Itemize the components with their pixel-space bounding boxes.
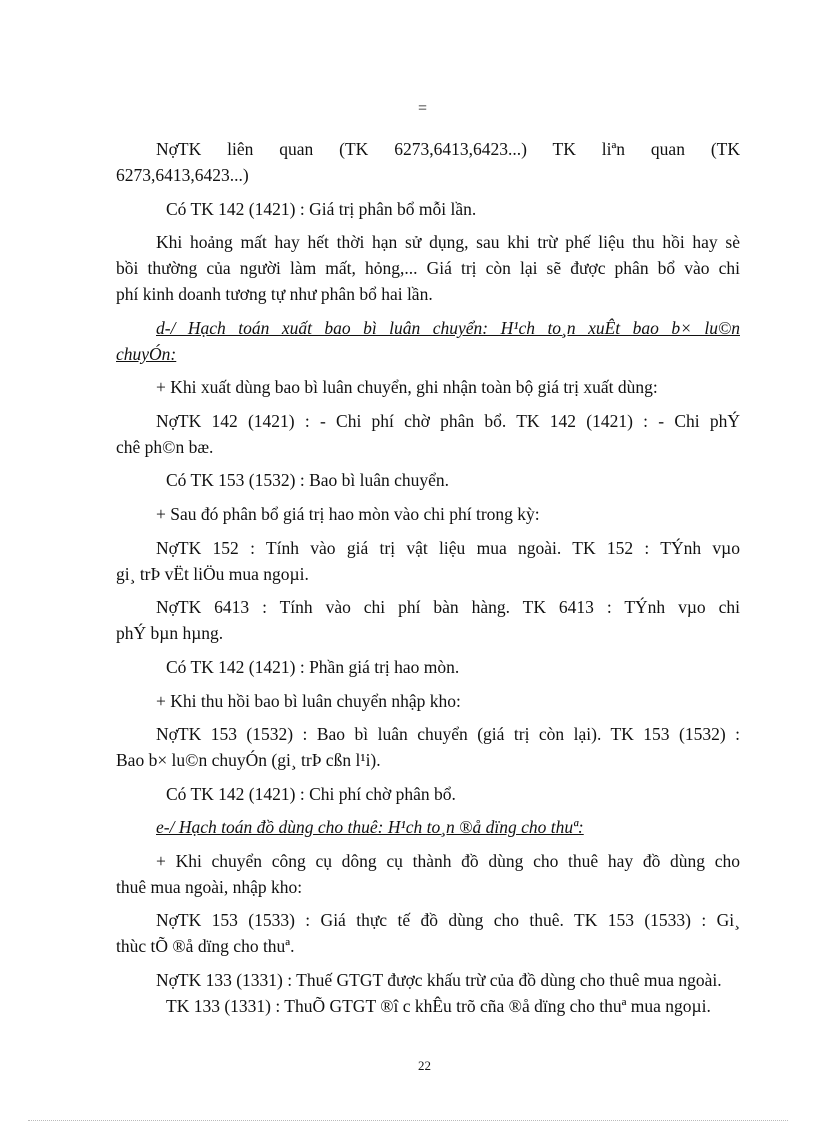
bottom-divider xyxy=(28,1120,788,1121)
text-line: NợTK 152 : Tính vào giá trị vật liệu mua ngoài. TK 152 : TÝnh vµo xyxy=(156,538,740,558)
section-heading: e-/ Hạch toán đồ dùng cho thuê: H¹ch to¸n ®å dïng cho thuª: xyxy=(156,817,584,837)
text-line: + Sau đó phân bổ giá trị hao mòn vào chi phí trong kỳ: xyxy=(156,504,540,524)
text-line: thùc tÕ ®å dïng cho thuª. xyxy=(116,936,295,956)
text-line: + Khi thu hồi bao bì luân chuyển nhập kho: xyxy=(156,691,461,711)
text-line: Có TK 142 (1421) : Phần giá trị hao mòn. xyxy=(166,657,460,677)
text-line: Có TK 153 (1532) : Bao bì luân chuyển. xyxy=(166,470,450,490)
text-line: NợTK 153 (1532) : Bao bì luân chuyển (giá trị còn lại). TK 153 (1532) : xyxy=(156,724,740,744)
text-line: gi¸ trÞ vËt liÖu mua ngoµi. xyxy=(116,564,309,584)
text-line: bồi thường của người làm mất, hỏng,... Giá trị còn lại sẽ được phân bổ vào chi xyxy=(116,258,740,278)
text-line: 6273,6413,6423...) xyxy=(116,165,249,185)
section-heading: chuyÓn: xyxy=(116,344,177,364)
text-line: NợTK 142 (1421) : - Chi phí chờ phân bổ. TK 142 (1421) : - Chi phÝ xyxy=(156,411,740,431)
text-line: NợTK 133 (1331) : Thuế GTGT được khấu trừ của đồ dùng cho thuê mua ngoài. xyxy=(156,970,722,990)
text-line: NợTK 6413 : Tính vào chi phí bàn hàng. TK 6413 : TÝnh vµo chi xyxy=(156,597,740,617)
text-line: Có TK 142 (1421) : Chi phí chờ phân bổ. xyxy=(166,784,456,804)
text-line: thuê mua ngoài, nhập kho: xyxy=(116,877,303,897)
text-line: NợTK liên quan (TK 6273,6413,6423...) TK liªn quan (TK xyxy=(156,139,740,159)
text-line: Bao b× lu©n chuyÓn (gi¸ trÞ cßn l¹i). xyxy=(116,750,381,770)
text-line: + Khi chuyển công cụ dông cụ thành đồ dùng cho thuê hay đồ dùng cho xyxy=(156,851,740,871)
page-number: 22 xyxy=(418,1058,431,1073)
text-line: Khi hoảng mất hay hết thời hạn sử dụng, sau khi trừ phế liệu thu hồi hay sè xyxy=(156,232,740,252)
text-line: + Khi xuất dùng bao bì luân chuyển, ghi nhận toàn bộ giá trị xuất dùng: xyxy=(156,377,658,397)
text-line: Có TK 142 (1421) : Giá trị phân bổ mỗi lần. xyxy=(166,199,477,219)
text-line: phÝ bµn hµng. xyxy=(116,623,224,643)
text-line: phí kinh doanh tương tự như phân bổ hai lần. xyxy=(116,284,433,304)
text-line: NợTK 153 (1533) : Giá thực tế đồ dùng cho thuê. TK 153 (1533) : Gi¸ xyxy=(156,910,740,930)
section-heading: d-/ Hạch toán xuất bao bì luân chuyển: H¹ch to¸n xuÊt bao b× lu©n xyxy=(156,318,740,338)
text-line: chê ph©n bæ. xyxy=(116,437,214,457)
text-line: TK 133 (1331) : ThuÕ GTGT ®î c khÊu trõ cña ®å dïng cho thuª mua ngoµi. xyxy=(166,996,711,1016)
header-mark: = xyxy=(418,100,428,117)
